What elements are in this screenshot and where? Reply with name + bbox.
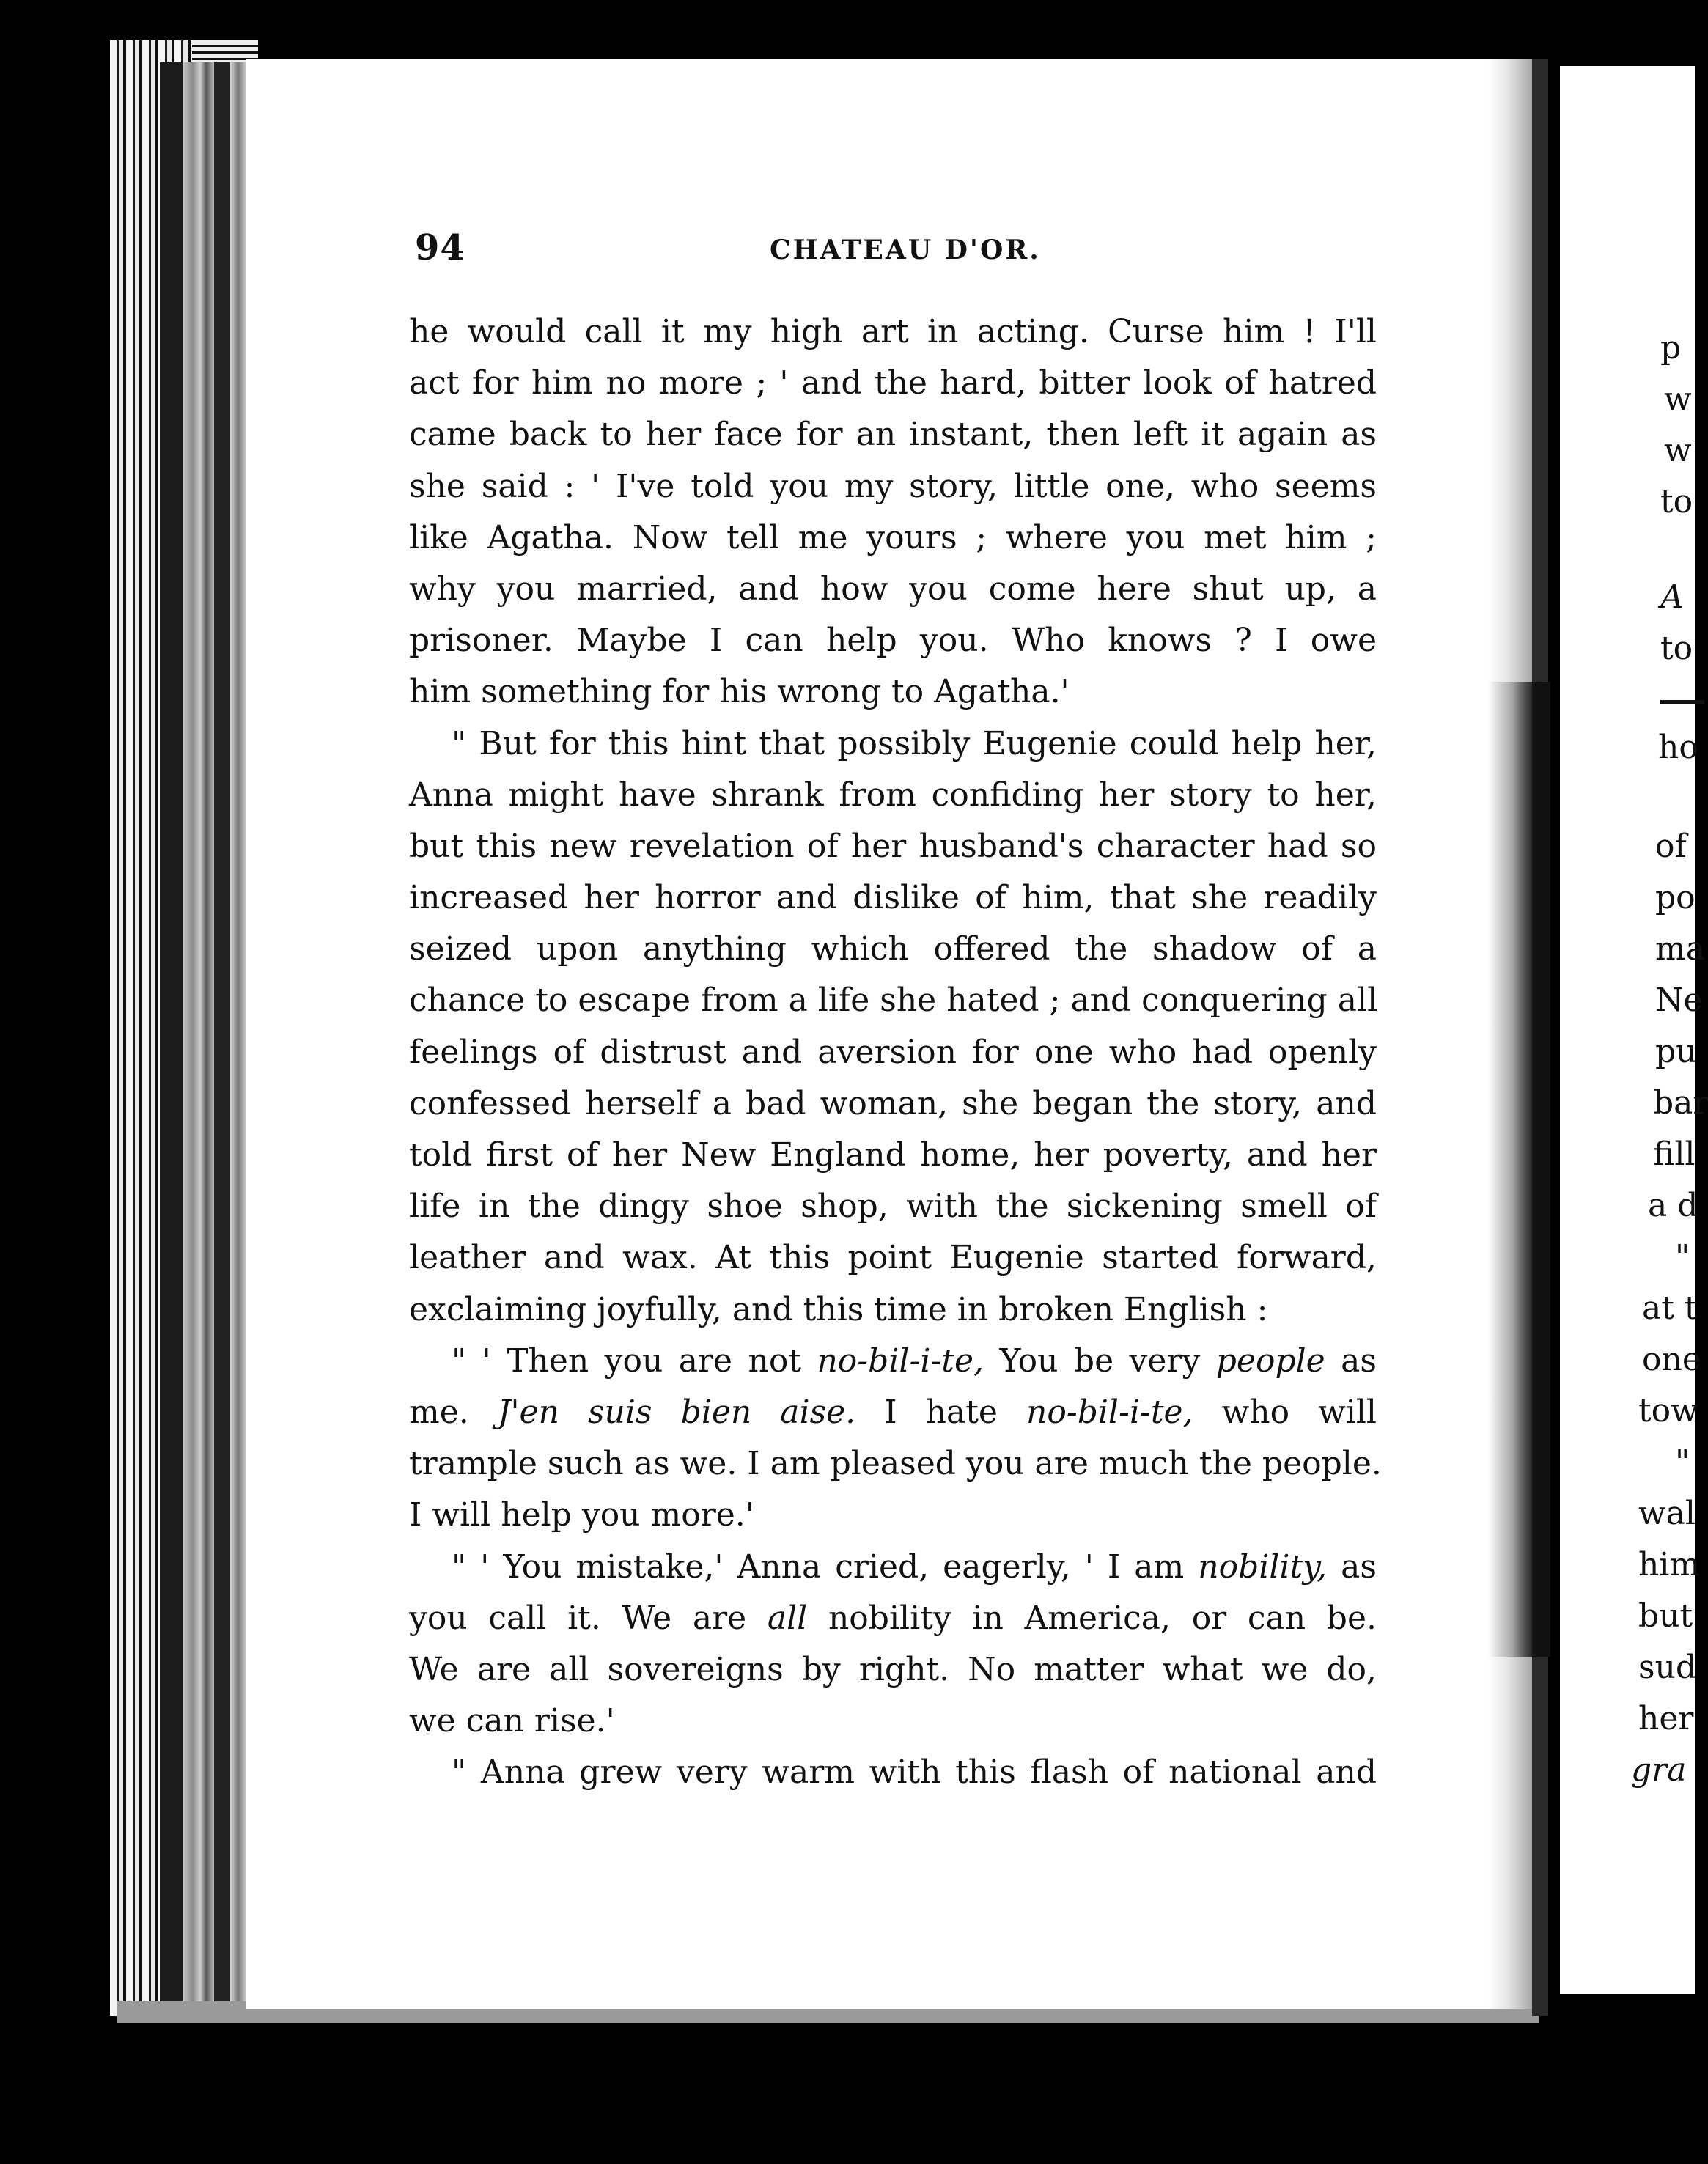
adjacent-page-fragment: of	[1655, 828, 1687, 865]
text-line: exclaiming joyfully, and this time in broken English :	[409, 1290, 1268, 1328]
text-run: you call it. We are	[409, 1599, 768, 1637]
adjacent-page-fragment: but	[1638, 1597, 1693, 1635]
binding-edge-gray-2	[230, 62, 246, 2016]
adjacent-page-fragment: po	[1655, 879, 1696, 916]
text-line	[409, 1593, 1377, 1644]
text-run: who will	[1193, 1393, 1377, 1431]
text-line: chance to escape from a life she hated ; and conquering all	[409, 982, 1378, 1020]
text-run: as	[1325, 1342, 1377, 1380]
text-run: " ' Then you are not	[452, 1342, 817, 1380]
adjacent-page-fragment: him	[1638, 1546, 1701, 1583]
text-line: seized upon anything which offered the shadow of a	[409, 930, 1377, 968]
page-number: 94	[415, 227, 465, 268]
adjacent-page-fragment: to	[1660, 630, 1693, 667]
adjacent-page-fragment: bar	[1653, 1084, 1708, 1122]
text-line: act for him no more ; ' and the hard, bitter look of hatred	[409, 364, 1377, 402]
text-line: he would call it my high art in acting. Curse him ! I'll	[409, 313, 1377, 350]
adjacent-page-fragment: "	[1675, 1238, 1690, 1276]
text-line: We are all sovereigns by right. No matter what we do,	[409, 1650, 1377, 1688]
adjacent-page-fragment: at t	[1642, 1289, 1698, 1327]
italic-run: nobility,	[1198, 1547, 1328, 1586]
text-line: " Anna grew very warm with this flash of national and	[452, 1753, 1377, 1792]
adjacent-page-fragment: ma	[1655, 930, 1705, 968]
text-run: You be very	[984, 1342, 1216, 1380]
text-line: prisoner. Maybe I can help you. Who knows ? I owe	[409, 622, 1377, 660]
italic-run: all	[767, 1599, 808, 1637]
text-line	[409, 1542, 1377, 1593]
adjacent-page-fragment: Ne	[1655, 982, 1703, 1019]
adjacent-page-fragment: w	[1664, 432, 1692, 469]
adjacent-page-fragment: pu	[1655, 1033, 1697, 1070]
text-line: told first of her New England home, her poverty, and her	[409, 1136, 1377, 1174]
text-line: why you married, and how you come here shut up, a	[409, 570, 1377, 608]
adjacent-page-fragment: gra	[1631, 1751, 1687, 1789]
binding-edge-dark	[160, 62, 182, 2016]
adjacent-page-fragment: wal	[1638, 1495, 1696, 1532]
text-run: me.	[409, 1393, 498, 1431]
text-line: confessed herself a bad woman, she began the story, and	[409, 1084, 1377, 1122]
adjacent-page-fragment: a d	[1648, 1187, 1698, 1224]
text-line: life in the dingy shoe shop, with the sickening smell of	[409, 1188, 1377, 1226]
adjacent-page-fragment: sud	[1638, 1649, 1697, 1686]
italic-run: no-bil-i-te,	[1026, 1393, 1193, 1431]
text-line: like Agatha. Now tell me yours ; where you met him ;	[409, 518, 1377, 556]
adjacent-page-rule	[1660, 700, 1704, 704]
text-line: came back to her face for an instant, then left it again as	[409, 416, 1377, 454]
running-head: CHATEAU D'OR.	[770, 235, 1041, 265]
adjacent-page-fragment: A	[1660, 578, 1684, 616]
text-line: him something for his wrong to Agatha.'	[409, 673, 1070, 711]
adjacent-page-fragment: w	[1664, 380, 1692, 418]
adjacent-page-fragment: fill	[1653, 1136, 1696, 1173]
adjacent-page-fragment: "	[1675, 1443, 1690, 1481]
page-body-text	[409, 306, 1382, 1798]
text-line: we can rise.'	[409, 1702, 615, 1740]
adjacent-page-fragment: tow	[1638, 1392, 1698, 1429]
binding-edge-gray	[183, 62, 214, 2016]
italic-run: J'en suis bien aise.	[497, 1393, 856, 1431]
italic-run: no-bil-i-te,	[817, 1342, 984, 1380]
text-run: as	[1327, 1547, 1377, 1586]
adjacent-page-fragment: her	[1638, 1700, 1694, 1737]
italic-run: people	[1215, 1342, 1325, 1380]
text-line: but this new revelation of her husband's character had so	[409, 827, 1377, 865]
adjacent-page-fragment: p	[1660, 329, 1682, 367]
text-line: trample such as we. I am pleased you are much the people.	[409, 1445, 1382, 1483]
text-line: she said : ' I've told you my story, little one, who seems	[409, 467, 1377, 505]
text-line: feelings of distrust and aversion for one who had openly	[409, 1033, 1377, 1071]
text-run: " ' You mistake,' Anna cried, eagerly, ' I am	[452, 1547, 1199, 1586]
text-line	[409, 1387, 1377, 1438]
adjacent-page-fragment: to	[1660, 483, 1693, 520]
text-run: I hate	[855, 1393, 1026, 1431]
text-line: " But for this hint that possibly Eugenie could help her,	[452, 724, 1377, 762]
spine-shadow	[1488, 682, 1550, 1657]
binding-edge-dark-2	[214, 62, 230, 2016]
adjacent-page-fragment: ho	[1658, 729, 1698, 766]
text-line: I will help you more.'	[409, 1496, 754, 1534]
text-line: Anna might have shrank from confiding her story to her,	[409, 776, 1377, 814]
text-run: nobility in America, or can be.	[807, 1599, 1377, 1637]
text-line	[409, 1336, 1377, 1387]
text-line: increased her horror and dislike of him, that she readily	[409, 879, 1377, 917]
adjacent-page-fragment: one	[1642, 1341, 1701, 1378]
text-line: leather and wax. At this point Eugenie started forward,	[409, 1239, 1377, 1277]
